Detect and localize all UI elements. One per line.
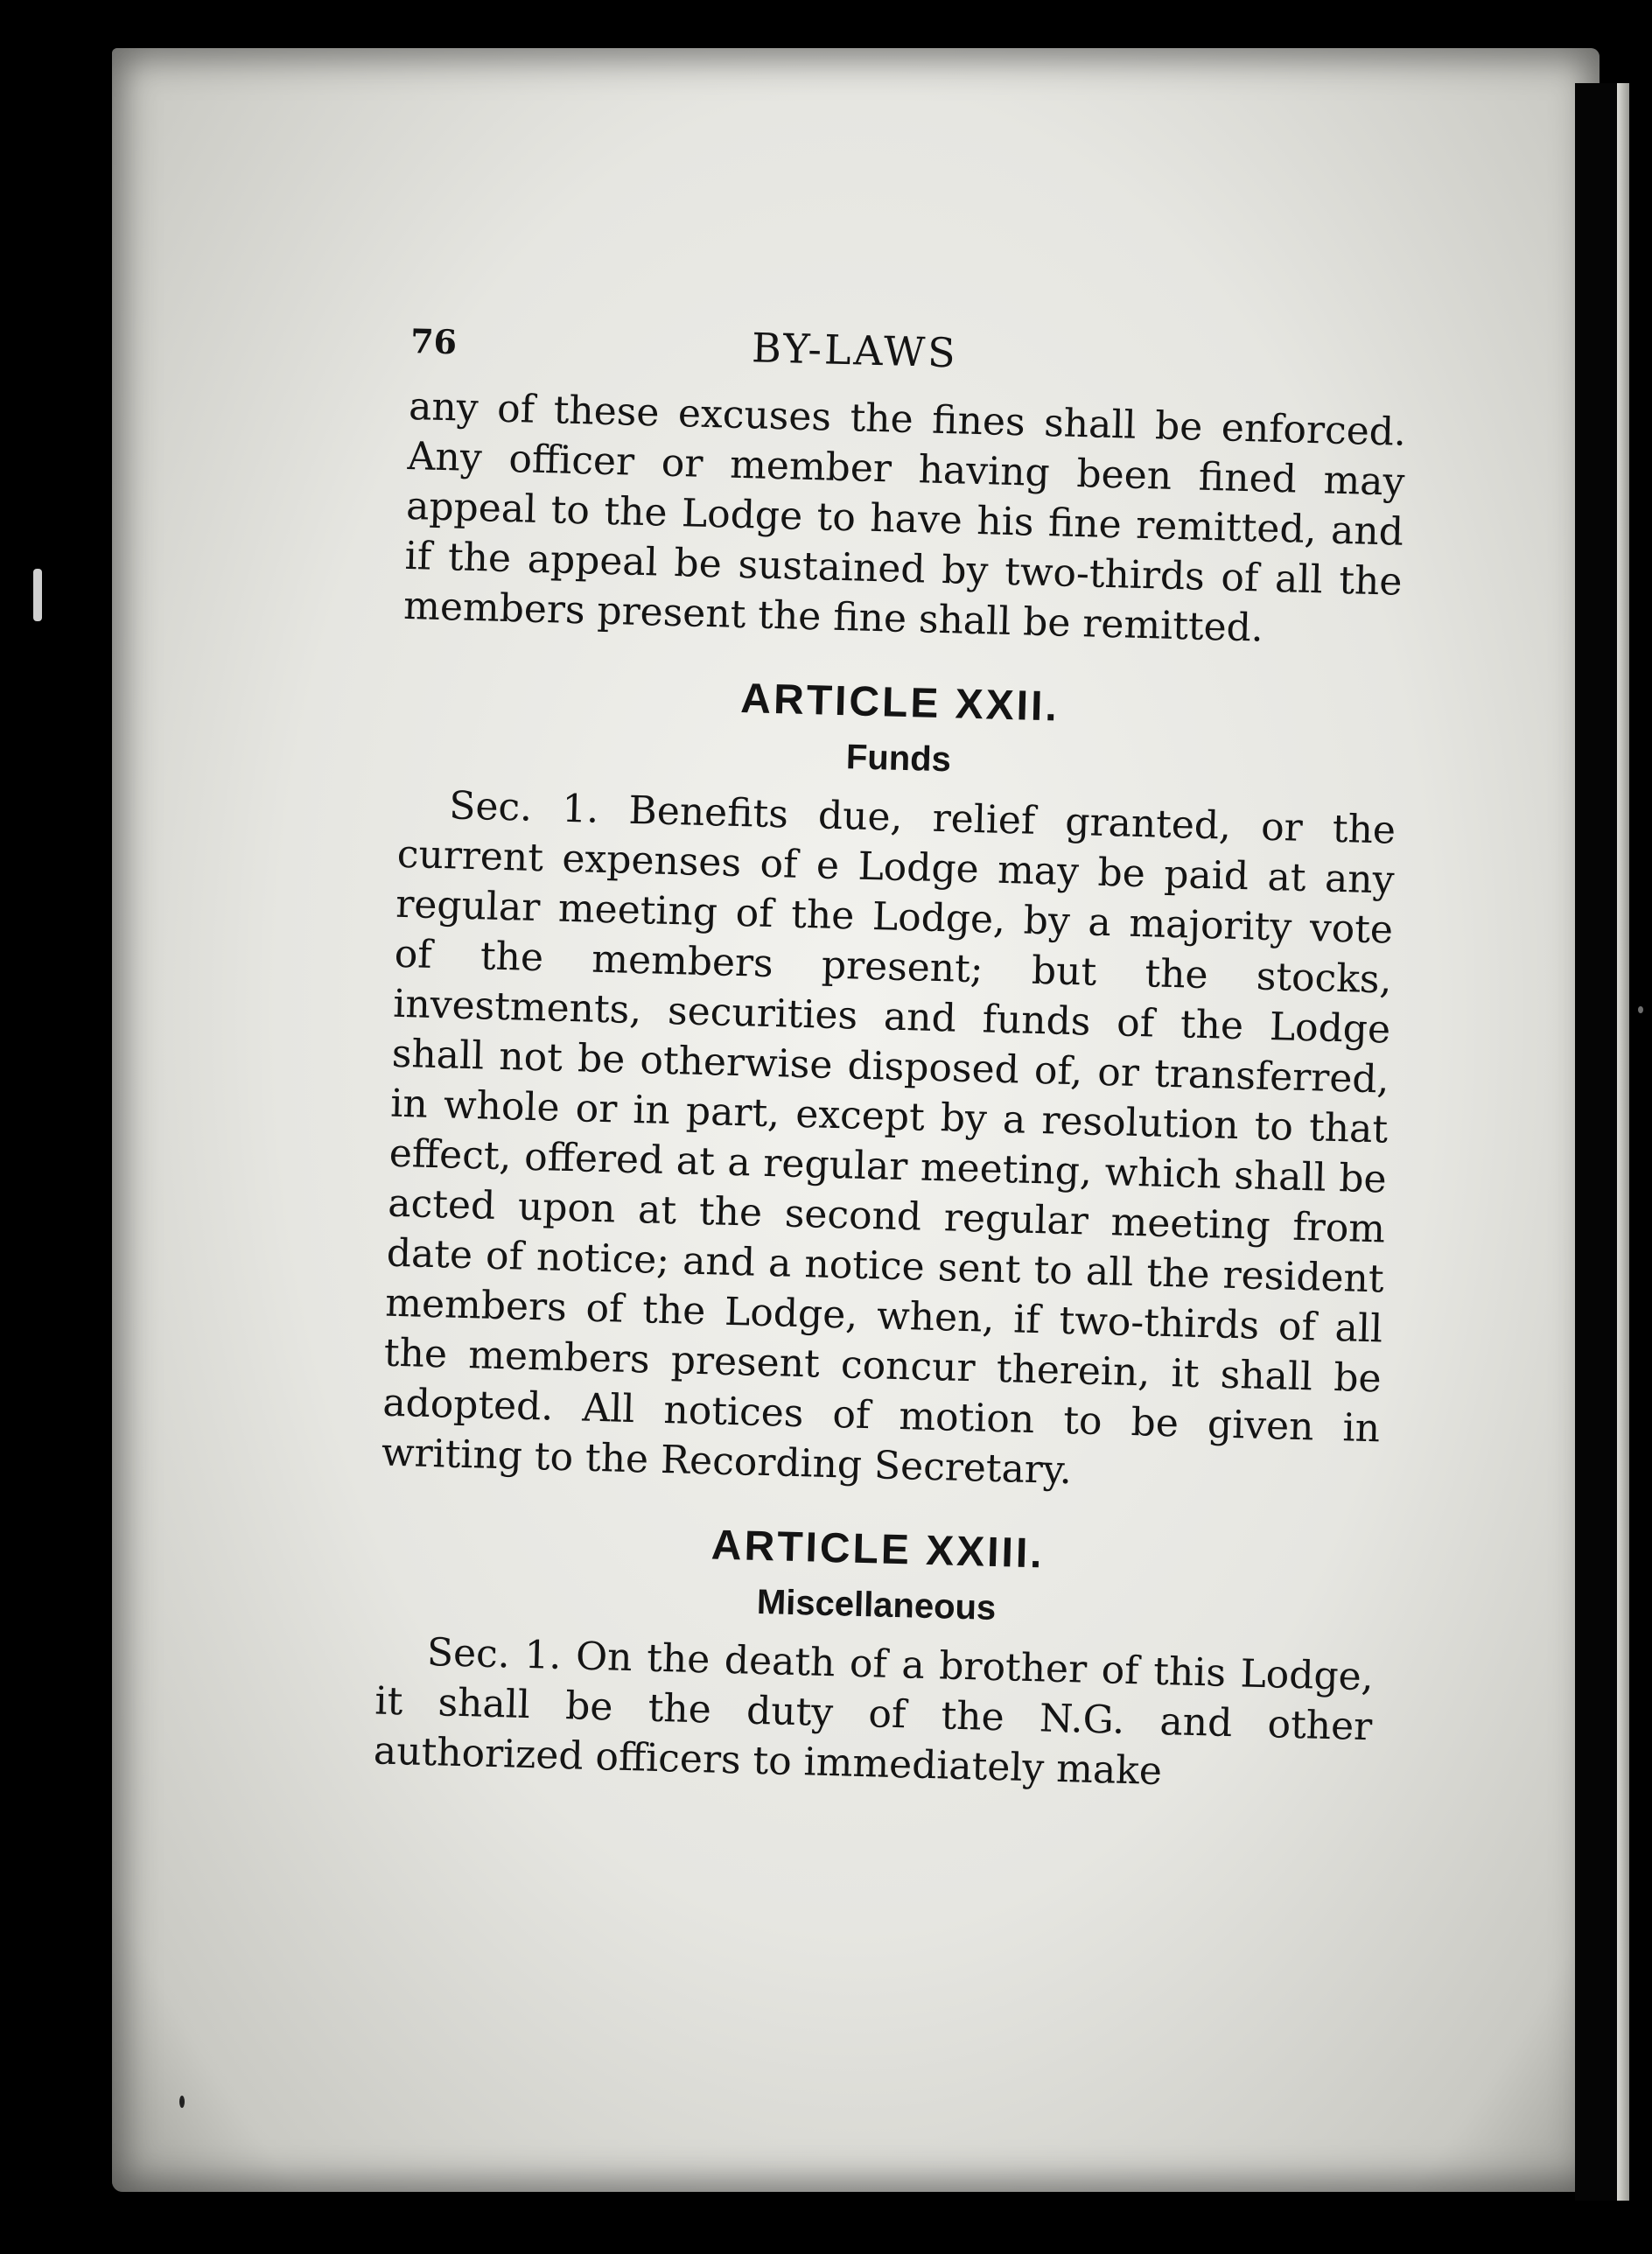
running-head: BY-LAWS <box>751 324 959 377</box>
page-gutter <box>1575 83 1617 2201</box>
article-23-section-1: Sec. 1. On the death of a brother of this Lodge, it shall be the duty of the N.G. and other authorized officers to immediately make <box>373 1630 1375 1795</box>
dust-speck <box>179 2096 185 2108</box>
article-22-subtitle: Funds <box>845 738 952 780</box>
page-number: 76 <box>410 320 458 362</box>
article-23-title: ARTICLE XXIII. <box>710 1522 1046 1578</box>
page-text <box>373 315 1408 1802</box>
article-22-section-1: Sec. 1. Benefits due, relief granted, or the current expenses of e Lodge may be paid at any regular meeting of the Lodge, by a majority vote of the members present; but the stocks, investments, securities and funds of the Lodge shall not be otherwise disposed of, or transferred, in whole or in part, except by a resolution to that effect, offered at a regular meeting, which shall be acted upon at the second regular meeting from date of notice; and a notice sent to all the resident members of the Lodge, when, if two-thirds of all the members present concur therein, it shall be adopted. All notices of motion to be given in writing to the Recording Secretary. <box>381 783 1396 1494</box>
adjacent-page-edge <box>1617 83 1629 2201</box>
opening-paragraph: any of these excuses the fines shall be enforced. Any officer or member having been fined may appeal to the Lodge to have his fine remitted, and if the appeal be sustained by two-thirds of all the members present the fine shall be remitted. <box>402 383 1407 651</box>
dust-speck <box>33 569 42 621</box>
article-23-subtitle: Miscellaneous <box>756 1582 997 1628</box>
dust-speck <box>1638 1006 1643 1013</box>
article-22-title: ARTICLE XXII. <box>739 676 1060 731</box>
